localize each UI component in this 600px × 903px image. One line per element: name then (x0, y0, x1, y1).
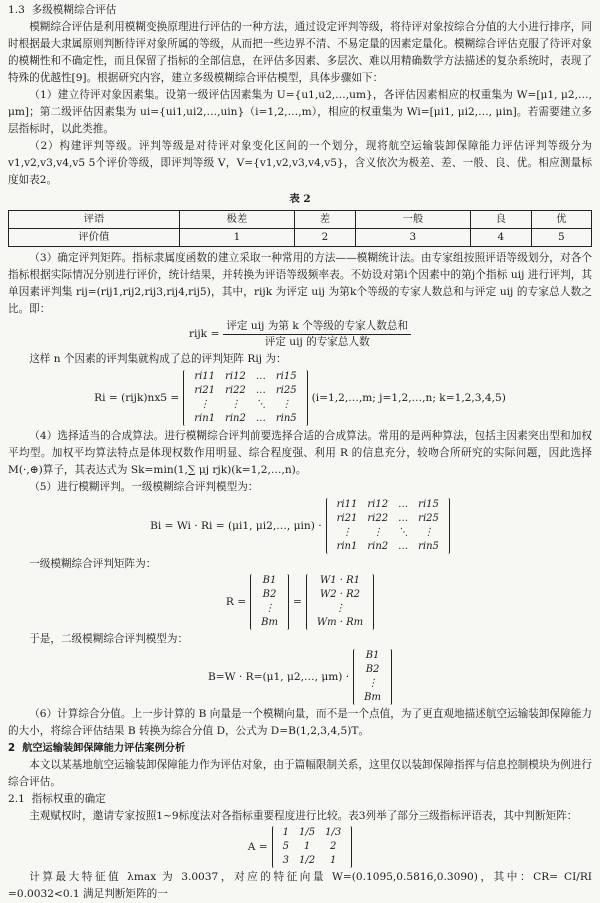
judgment-matrix-equation: A = 1 1/5 1/3 5 1 2 3 1/2 1 (8, 826, 592, 868)
matrix-B-column: B1 B2 ⋮ Bm (250, 574, 289, 630)
membership-formula: rijk = $\frac{\text{评定 uij 为第 k 个等级的专家人数总和}}{\text{评定 uij 的专家总人数}}$ (8, 319, 592, 350)
table-row: 评价值 1 2 3 4 5 (9, 229, 592, 247)
matrix-A: 1 1/5 1/3 5 1 2 3 1/2 1 (272, 826, 353, 868)
weight-paragraph: 主观赋权时，邀请专家按照1~9标度法对各指标重要程度进行比较。表3列举了部分三级指标评语表，其中判断矩阵： (29, 810, 578, 822)
evaluation-matrix-equation: Ri = (rijk)nx5 = ri11 ri12 … ri15 ri21 ri22 … ri25 ⋮ ⋮ ⋱ ⋮ rin1 rin2 … rin5 (i=1,2,…,m; j=1,2,…,n; k=1,2,3,4,5) (94, 371, 506, 424)
matrix-R: ri11 ri12 … ri15 ri21 ri22 … ri25 ⋮ ⋮ ⋱ ⋮ rin1 rin2 … rin5 (183, 370, 307, 426)
matrix-WR-column: W1 · R1 W2 · R2 ⋮ Wm · Rm (306, 574, 374, 630)
section-heading-1-3: 1.3 多级模糊综合评估 (8, 4, 117, 16)
first-level-matrix-equation: R = B1 B2 ⋮ Bm = W1 · R1 W2 · R2 ⋮ Wm · Rm (8, 574, 592, 630)
section-heading-2-1: 2.1 指标权重的确定 (8, 793, 106, 805)
case-paragraph: 本文以某基地航空运输装卸保障能力作为评估对象，由于篇幅限制关系，这里仅以装卸保障指挥与信息控制模块为例进行综合评估。 (8, 759, 592, 788)
last-paragraph: 计算最大特征值 λmax 为 3.0037，对应的特征向量 W=(0.1095,0.5816,0.3090)，其中：CR= CI/RI =0.0032<0.1 满足判断矩阵的一 (8, 871, 592, 900)
step4-paragraph: （4）选择适当的合成算法。进行模糊综合评判前要选择合适的合成算法。常用的是两种算法，包括主因素突出型和加权平均型。加权平均算法特点是体现权数作用明显、综合程度强、利用 R 的信息充分，较吻合所研究的实际问题，因此选择 M(·,⊕)算子，其表达式为 Sk=min(1,∑ μj rjk)(k=1,2,…,n)。 (8, 430, 592, 476)
intro-paragraph: 模糊综合评估是利用模糊变换原理进行评估的一种方法，通过设定评判等级，将待评对象按综合分值的大小进行排序，同时根据最大隶属原则判断待评对象所属的等级，从而把一些边界不清、不易定量的因素定量化。模糊综合评估克服了待评对象的模糊性和不确定性，而且保留了指标的全部信息，在评估多因素、多层次、难以用精确数学方法描述的复杂系统时，表现了特殊的优越性[9]。根据研究内容，建立多级模糊综合评估模型，具体步骤如下： (8, 21, 592, 84)
first-level-model-equation: Bi = Wi · Ri = (μi1, μi2,…, μin) · ri11 ri12 … ri15 ri21 ri22 … ri25 ⋮ ⋮ ⋱ ⋮ rin1 rin2 … rin5 (8, 498, 592, 554)
fraction: $\frac{\text{评定 uij 为第 k 个等级的专家人数总和}}{\text{评定 uij 的专家总人数}}$ (223, 319, 411, 350)
step2-paragraph: （2）构建评判等级。评判等级是对待评对象变化区间的一个划分，现将航空运输装卸保障能力评估评判等级分为 v1,v2,v3,v4,v5 5个评价等级，即评判等级 V，V={v1,v2,v3,v4,v5}，含义依次为极差、差、一般、良、优。相应测量标度如表2。 (8, 140, 592, 186)
step5b-paragraph: 一级模糊综合评判矩阵为： (29, 558, 157, 570)
table2-caption: 表 2 (289, 193, 311, 205)
step3-paragraph: （3）确定评判矩阵。指标隶属度函数的建立采取一种常用的方法——模糊统计法。由专家组按照评语等级划分，对各个指标根据实际情况分别进行评价，统计结果，并转换为评语等级频率表。不妨设对第i个因素中的第j个指标 uij 进行评判，其单因素评判集 rij=(rij1,rij2,rij3,rij4,rij5)，其中，rijk 为评定 uij 为第k个等级的专家人数总和与评定 uij 的专家总人数之比。即： (8, 252, 592, 315)
table2 (8, 210, 592, 247)
section-heading-2: 2 航空运输装卸保障能力评估案例分析 (8, 743, 186, 754)
matrix-B-vector: B1 B2 ⋮ Bm (353, 649, 392, 705)
paper-page (8, 0, 592, 903)
step1-paragraph: （1）建立待评对象因素集。设第一级评估因素集为 U={u1,u2,…,um}，各评估因素相应的权重集为 W=[μ1, μ2,…, μm]；第二级评估因素集为 ui={ui1,ui2,…,uin}（i=1,2,…,m），相应的权重集为 Wi=[μi1, μi2,…, μin]。若需要建立多层指标时，以此类推。 (8, 89, 592, 135)
step6-paragraph: （6）计算综合分值。上一步计算的 B 向量是一个模糊向量，而不是一个点值，为了更直观地描述航空运输装卸保障能力的大小，将综合评估结果 B 转换为综合分值 D，公式为 D=B(1,2,3,4,5)T。 (8, 708, 592, 737)
step3b-paragraph: 这样 n 个因素的评判集就构成了总的评判矩阵 Rij 为： (29, 353, 287, 365)
step5c-paragraph: 于是，二级模糊综合评判模型为： (29, 633, 189, 645)
step5-paragraph: （5）进行模糊评判。一级模糊综合评判模型为： (29, 481, 259, 493)
matrix-Ri: ri11 ri12 … ri15 ri21 ri22 … ri25 ⋮ ⋮ ⋱ ⋮ rin1 rin2 … rin5 (326, 498, 450, 554)
second-level-model-equation: B=W · R=(μ1, μ2,…, μm) · B1 B2 ⋮ Bm (8, 649, 592, 705)
table-row: 评语 极差 差 一般 良 优 (9, 211, 592, 229)
